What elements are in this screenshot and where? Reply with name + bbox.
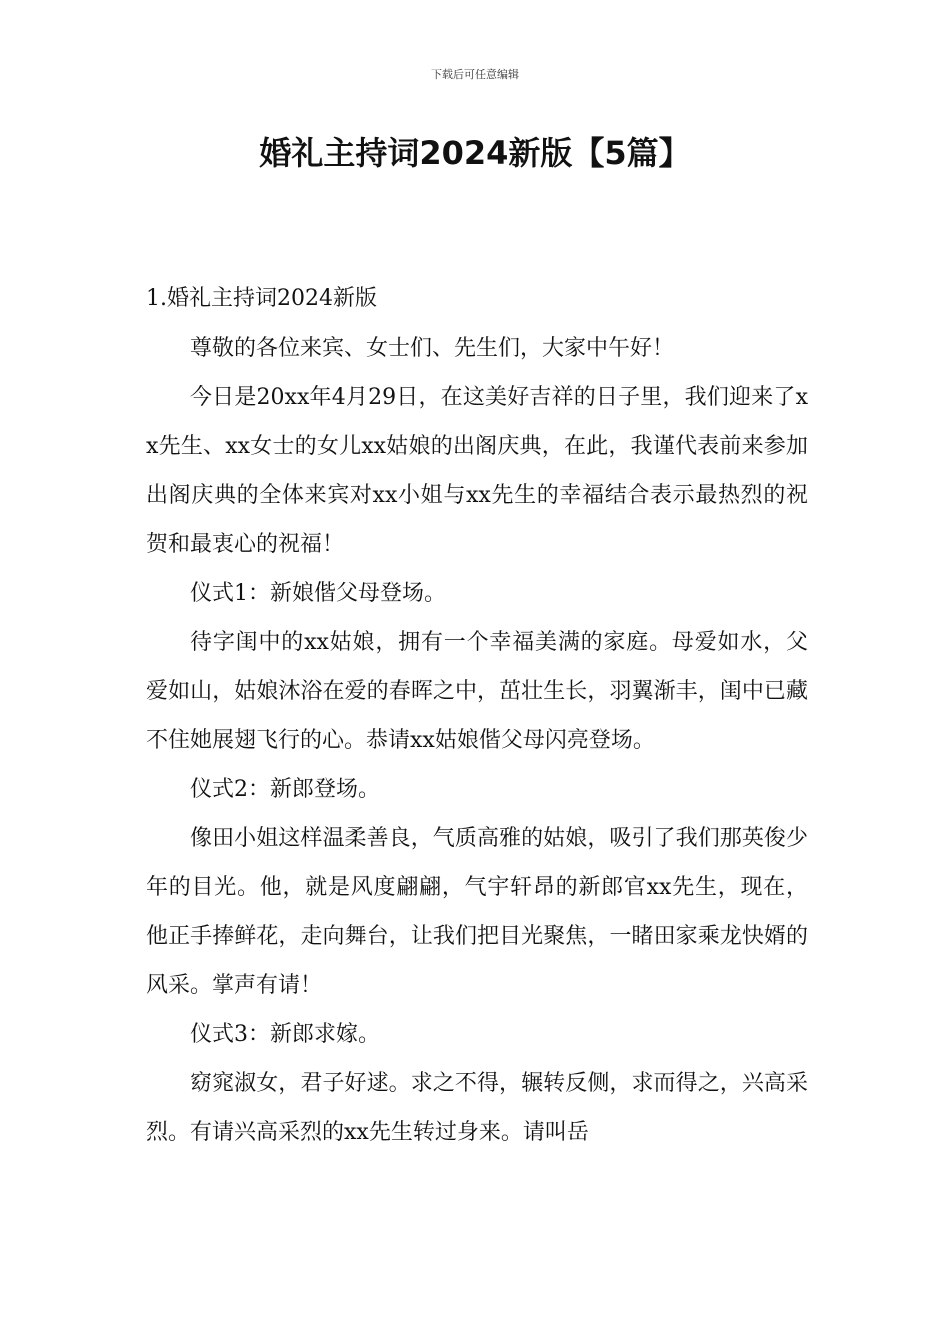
paragraph-bride-entrance: 待字闺中的xx姑娘，拥有一个幸福美满的家庭。母爱如水，父爱如山，姑娘沐浴在爱的春晖之中，茁壮生长，羽翼渐丰，闺中已藏不住她展翅飞行的心。恭请xx姑娘偕父母闪亮登场。 bbox=[146, 630, 808, 753]
section-heading: 1.婚礼主持词2024新版 bbox=[146, 286, 377, 311]
paragraph-groom-entrance: 像田小姐这样温柔善良，气质高雅的姑娘，吸引了我们那英俊少年的目光。他，就是风度翩翩，气宇轩昂的新郎官xx先生，现在，他正手捧鲜花，走向舞台，让我们把目光聚焦，一睹田家乘龙快婿的风采。掌声有请！ bbox=[146, 826, 808, 998]
paragraph-intro: 今日是20xx年4月29日，在这美好吉祥的日子里，我们迎来了xx先生、xx女士的女儿xx姑娘的出阁庆典，在此，我谨代表前来参加出阁庆典的全体来宾对xx小姐与xx先生的幸福结合表示最热烈的祝贺和最衷心的祝福！ bbox=[146, 385, 808, 557]
header-note: 下载后可任意编辑 bbox=[431, 68, 519, 81]
paragraph-greeting: 尊敬的各位来宾、女士们、先生们，大家中午好！ bbox=[190, 336, 675, 361]
document-title: 婚礼主持词2024新版【5篇】 bbox=[259, 134, 691, 172]
document-body bbox=[146, 280, 808, 1157]
paragraph-proposal: 窈窕淑女，君子好逑。求之不得，辗转反侧，求而得之，兴高采烈。有请兴高采烈的xx先生转过身来。请叫岳 bbox=[146, 1071, 808, 1145]
paragraph-ceremony-3: 仪式3：新郎求嫁。 bbox=[190, 1022, 380, 1047]
paragraph-ceremony-2: 仪式2：新郎登场。 bbox=[190, 777, 380, 802]
paragraph-ceremony-1: 仪式1：新娘偕父母登场。 bbox=[190, 581, 446, 606]
